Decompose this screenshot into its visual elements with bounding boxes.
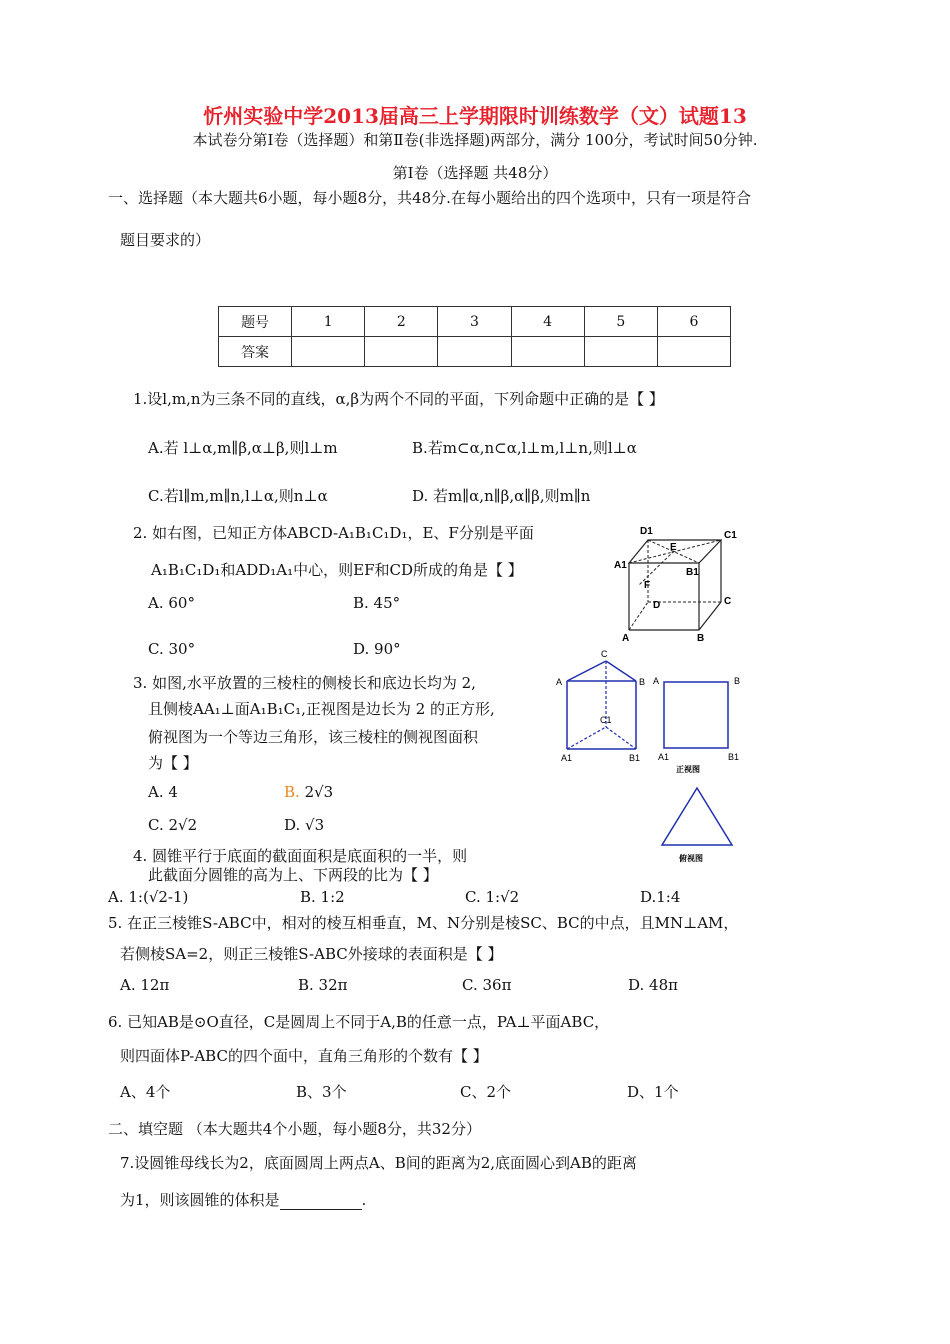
prism-label: A1 (561, 753, 573, 763)
prism-figure (555, 645, 650, 770)
q3-option-b-letter: B. (284, 783, 300, 801)
q1-option-a: A.若 l⊥α,m∥β,α⊥β,则l⊥m (148, 439, 338, 457)
q2-option-d: D. 90° (353, 640, 401, 658)
cube-label: B1 (686, 567, 699, 578)
q2-option-c: C. 30° (148, 640, 196, 658)
q5-option-a: A. 12π (120, 976, 170, 994)
front-view-figure (652, 672, 747, 777)
q7-suffix: . (361, 1191, 367, 1209)
q3-option-d: D. √3 (284, 816, 325, 834)
prism-label: C1 (600, 715, 612, 725)
table-cell: 3 (438, 307, 511, 337)
table-cell: 答案 (219, 337, 292, 367)
answer-table (218, 306, 731, 367)
q1-stem: 1.设l,m,n为三条不同的直线，α,β为两个不同的平面，下列命题中正确的是【 】 (133, 390, 664, 408)
answer-cell[interactable] (584, 337, 657, 367)
table-cell: 4 (511, 307, 584, 337)
prism-label: A (556, 677, 563, 687)
cube-label: D1 (640, 526, 653, 537)
top-view-caption: 俯视图 (679, 854, 703, 863)
q4-option-d: D.1:4 (640, 888, 681, 906)
front-view-label: B1 (728, 752, 740, 762)
prism-label: B1 (629, 753, 641, 763)
cube-label: B (697, 633, 705, 644)
table-row (219, 337, 731, 367)
table-cell: 6 (657, 307, 730, 337)
q2-option-a: A. 60° (148, 594, 195, 612)
exam-info: 本试卷分第Ⅰ卷（选择题）和第Ⅱ卷(非选择题)两部分，满分 100分，考试时间50分钟. (192, 131, 758, 149)
q4-stem-line1: 4. 圆锥平行于底面的截面面积是底面积的一半，则 (133, 847, 468, 865)
q5-option-d: D. 48π (628, 976, 678, 994)
cube-label: C (724, 596, 732, 607)
table-cell: 2 (365, 307, 438, 337)
q5-option-b: B. 32π (298, 976, 348, 994)
q6-stem-line1: 6. 已知AB是⊙O直径，C是圆周上不同于A,B的任意一点，PA⊥平面ABC， (108, 1013, 610, 1031)
top-view-figure (655, 780, 740, 865)
section-1-title: 第Ⅰ卷（选择题 共48分） (392, 164, 558, 182)
q4-option-a: A. 1:(√2-1) (108, 888, 189, 906)
cube-label: C1 (724, 530, 737, 541)
q3-stem-line3: 俯视图为一个等边三角形，该三棱柱的侧视图面积 (148, 728, 479, 746)
answer-cell[interactable] (438, 337, 511, 367)
cube-label: A (622, 633, 630, 644)
q7-answer-blank[interactable] (280, 1193, 362, 1210)
q6-option-c: C、2个 (460, 1083, 512, 1101)
q7-prefix: 为1，则该圆锥的体积是 (120, 1191, 280, 1209)
table-cell: 1 (292, 307, 365, 337)
table-cell: 题号 (219, 307, 292, 337)
q1-option-c: C.若l∥m,m∥n,l⊥α,则n⊥α (148, 487, 328, 505)
q2-stem-line2: A₁B₁C₁D₁和ADD₁A₁中心，则EF和CD所成的角是【 】 (151, 561, 523, 579)
prism-label: C (601, 649, 608, 659)
q2-option-b: B. 45° (353, 594, 401, 612)
q1-option-b: B.若m⊂α,n⊂α,l⊥m,l⊥n,则l⊥α (412, 439, 637, 457)
cube-label: F (644, 580, 651, 591)
q5-stem-line1: 5. 在正三棱锥S-ABC中，相对的棱互相垂直，M、N分别是棱SC、BC的中点，且MN⊥AM， (108, 914, 739, 932)
part2-title: 二、填空题 （本大题共4个小题，每小题8分，共32分） (108, 1120, 481, 1138)
q4-stem-line2: 此截面分圆锥的高为上、下两段的比为【 】 (148, 866, 438, 884)
q7-stem-line2 (120, 1189, 366, 1210)
q5-option-c: C. 36π (462, 976, 512, 994)
q3-option-a: A. 4 (148, 783, 178, 801)
cube-label: A1 (614, 560, 627, 571)
part1-instructions-line1: 一、选择题（本大题共6小题，每小题8分，共48分.在每小题给出的四个选项中，只有一项是符合 (108, 189, 751, 207)
answer-cell[interactable] (292, 337, 365, 367)
q4-option-c: C. 1:√2 (465, 888, 520, 906)
prism-label: B (639, 677, 646, 687)
q6-stem-line2: 则四面体P-ABC的四个面中，直角三角形的个数有【 】 (120, 1047, 488, 1065)
q3-option-b-value: 2√3 (304, 783, 334, 801)
q3-option-c: C. 2√2 (148, 816, 198, 834)
q3-stem-line4: 为【 】 (148, 754, 198, 772)
table-cell: 5 (584, 307, 657, 337)
answer-cell[interactable] (511, 337, 584, 367)
q5-stem-line2: 若侧棱SA=2，则正三棱锥S-ABC外接球的表面积是【 】 (120, 945, 503, 963)
q1-option-d: D. 若m∥α,n∥β,α∥β,则m∥n (412, 487, 591, 505)
q7-stem-line1: 7.设圆锥母线长为2，底面圆周上两点A、B间的距离为2,底面圆心到AB的距离 (120, 1154, 637, 1172)
q6-option-d: D、1个 (627, 1083, 679, 1101)
front-view-caption: 正视图 (676, 765, 700, 774)
page-title: 忻州实验中学2013届高三上学期限时训练数学（文）试题13 (203, 104, 747, 128)
front-view-label: A (653, 676, 660, 686)
cube-label: E (670, 542, 677, 553)
front-view-label: B (734, 676, 741, 686)
q6-option-a: A、4个 (120, 1083, 171, 1101)
q6-option-b: B、3个 (296, 1083, 347, 1101)
cube-label: D (653, 600, 661, 611)
front-view-label: A1 (658, 752, 670, 762)
answer-cell[interactable] (657, 337, 730, 367)
cube-figure (612, 520, 747, 645)
table-row (219, 307, 731, 337)
q2-stem-line1: 2. 如右图，已知正方体ABCD-A₁B₁C₁D₁，E、F分别是平面 (133, 524, 534, 542)
part1-instructions-line2: 题目要求的） (120, 231, 211, 249)
answer-cell[interactable] (365, 337, 438, 367)
q3-option-b (284, 783, 333, 801)
q3-stem-line1: 3. 如图,水平放置的三棱柱的侧棱长和底边长均为 2, (133, 674, 476, 692)
q3-stem-line2: 且侧棱AA₁⊥面A₁B₁C₁,正视图是边长为 2 的正方形, (148, 700, 495, 718)
q4-option-b: B. 1:2 (300, 888, 345, 906)
